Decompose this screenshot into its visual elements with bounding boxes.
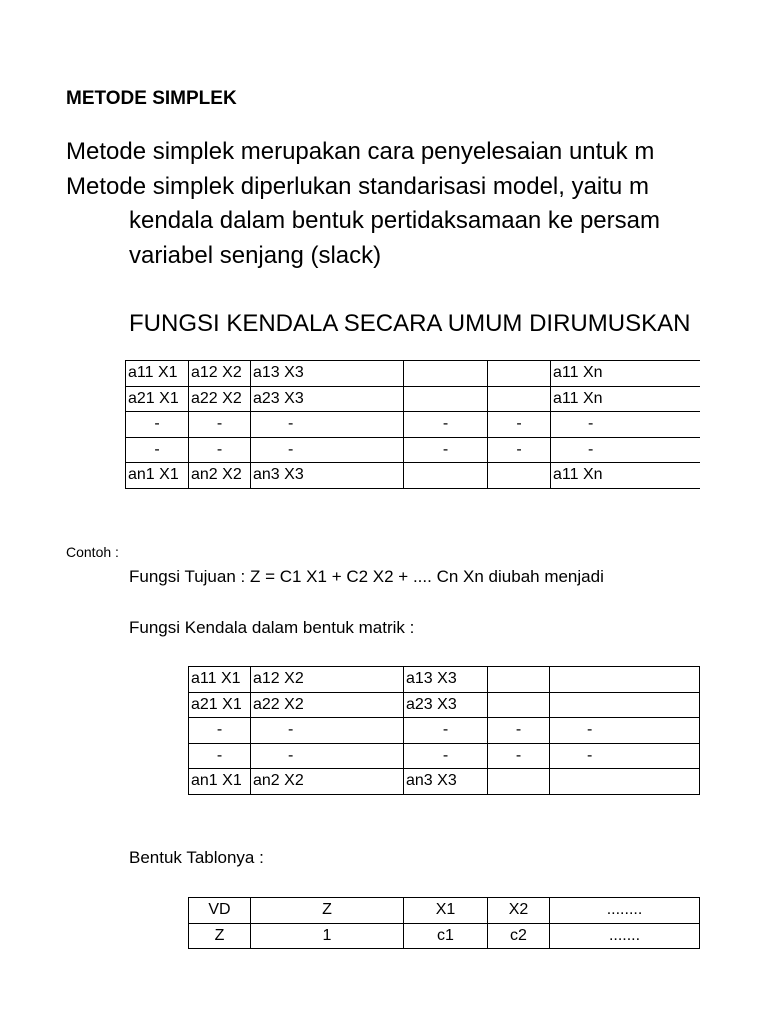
constraint-table-general: [125, 360, 701, 489]
table-cell: [550, 692, 700, 718]
table-cell: [488, 769, 550, 795]
table-cell: c1: [404, 923, 488, 949]
table-cell: an2 X2: [251, 769, 404, 795]
table-cell: -: [488, 412, 551, 438]
table-cell: a13 X3: [404, 667, 488, 693]
table-cell: -: [126, 412, 189, 438]
paragraph-line-2: Metode simplek diperlukan standarisasi model, yaitu m: [66, 173, 649, 200]
table-cell: [488, 667, 550, 693]
table-cell: a21 X1: [126, 386, 189, 412]
table-cell: -: [488, 437, 551, 463]
table-cell: an1 X1: [189, 769, 251, 795]
table-cell: -: [189, 718, 251, 744]
table-cell: -: [189, 437, 251, 463]
table-cell: -: [126, 437, 189, 463]
table-cell: a12 X2: [251, 667, 404, 693]
table-cell: an2 X2: [189, 463, 251, 489]
simplex-tableau-table: [188, 897, 700, 949]
table-cell: -: [488, 718, 550, 744]
table-cell: -: [189, 743, 251, 769]
constraint-matrix-table: [188, 666, 700, 795]
table-cell: Z: [189, 923, 251, 949]
table-row: [126, 437, 701, 463]
table-cell: a21 X1: [189, 692, 251, 718]
table-cell: -: [251, 718, 404, 744]
fungsi-tujuan-text: Fungsi Tujuan : Z = C1 X1 + C2 X2 + .... Cn Xn diubah menjadi: [129, 567, 604, 586]
table-cell: -: [404, 437, 488, 463]
table-row: [189, 692, 700, 718]
table-cell: -: [550, 743, 700, 769]
table-cell: c2: [488, 923, 550, 949]
table-row: [126, 386, 701, 412]
table-cell: -: [404, 412, 488, 438]
table-cell: [488, 463, 551, 489]
table-cell: a12 X2: [189, 361, 251, 387]
table-row: [189, 718, 700, 744]
table-cell: -: [251, 743, 404, 769]
table-cell: [404, 386, 488, 412]
table-cell: [404, 361, 488, 387]
table-cell: an3 X3: [251, 463, 404, 489]
table-cell: [488, 692, 550, 718]
contoh-label: Contoh :: [66, 544, 119, 560]
table-header-cell: X1: [404, 898, 488, 924]
table-cell: [488, 361, 551, 387]
table-cell: -: [189, 412, 251, 438]
paragraph-line-1: Metode simplek merupakan cara penyelesaian untuk m: [66, 138, 655, 165]
table-cell: a13 X3: [251, 361, 404, 387]
table-cell: an3 X3: [404, 769, 488, 795]
table-cell: -: [551, 412, 701, 438]
table-cell: a11 Xn: [551, 386, 701, 412]
table-cell: -: [404, 718, 488, 744]
page-right-margin: [700, 0, 768, 1024]
table-cell: a23 X3: [404, 692, 488, 718]
table-cell: [404, 463, 488, 489]
table-cell: a11 Xn: [551, 361, 701, 387]
table-cell: a23 X3: [251, 386, 404, 412]
table-cell: -: [488, 743, 550, 769]
table-cell: -: [404, 743, 488, 769]
table-cell: -: [551, 437, 701, 463]
table-cell: an1 X1: [126, 463, 189, 489]
table-cell: [550, 769, 700, 795]
table-cell: -: [251, 437, 404, 463]
table-row: [189, 769, 700, 795]
table-header-cell: VD: [189, 898, 251, 924]
table-header-cell: Z: [251, 898, 404, 924]
table-header-cell: ........: [550, 898, 700, 924]
table-row: [189, 667, 700, 693]
table-cell: a22 X2: [189, 386, 251, 412]
table-row: [189, 923, 700, 949]
table-cell: -: [550, 718, 700, 744]
paragraph-line-4: variabel senjang (slack): [129, 242, 382, 269]
section-title: FUNGSI KENDALA SECARA UMUM DIRUMUSKAN: [129, 310, 691, 337]
table-cell: -: [251, 412, 404, 438]
table-header-cell: X2: [488, 898, 550, 924]
table-row: [126, 412, 701, 438]
page-heading: METODE SIMPLEK: [66, 88, 237, 109]
table-cell: [550, 667, 700, 693]
table-cell: [488, 386, 551, 412]
paragraph-line-3: kendala dalam bentuk pertidaksamaan ke persam: [129, 207, 660, 234]
table-cell: a22 X2: [251, 692, 404, 718]
table-cell: a11 X1: [126, 361, 189, 387]
bentuk-tablo-label: Bentuk Tablonya :: [129, 848, 264, 867]
table-header-row: [189, 898, 700, 924]
table-cell: 1: [251, 923, 404, 949]
table-cell: a11 X1: [189, 667, 251, 693]
table-row: [189, 743, 700, 769]
table-cell: .......: [550, 923, 700, 949]
table-cell: a11 Xn: [551, 463, 701, 489]
table-row: [126, 463, 701, 489]
fungsi-kendala-label: Fungsi Kendala dalam bentuk matrik :: [129, 618, 415, 637]
table-row: [126, 361, 701, 387]
